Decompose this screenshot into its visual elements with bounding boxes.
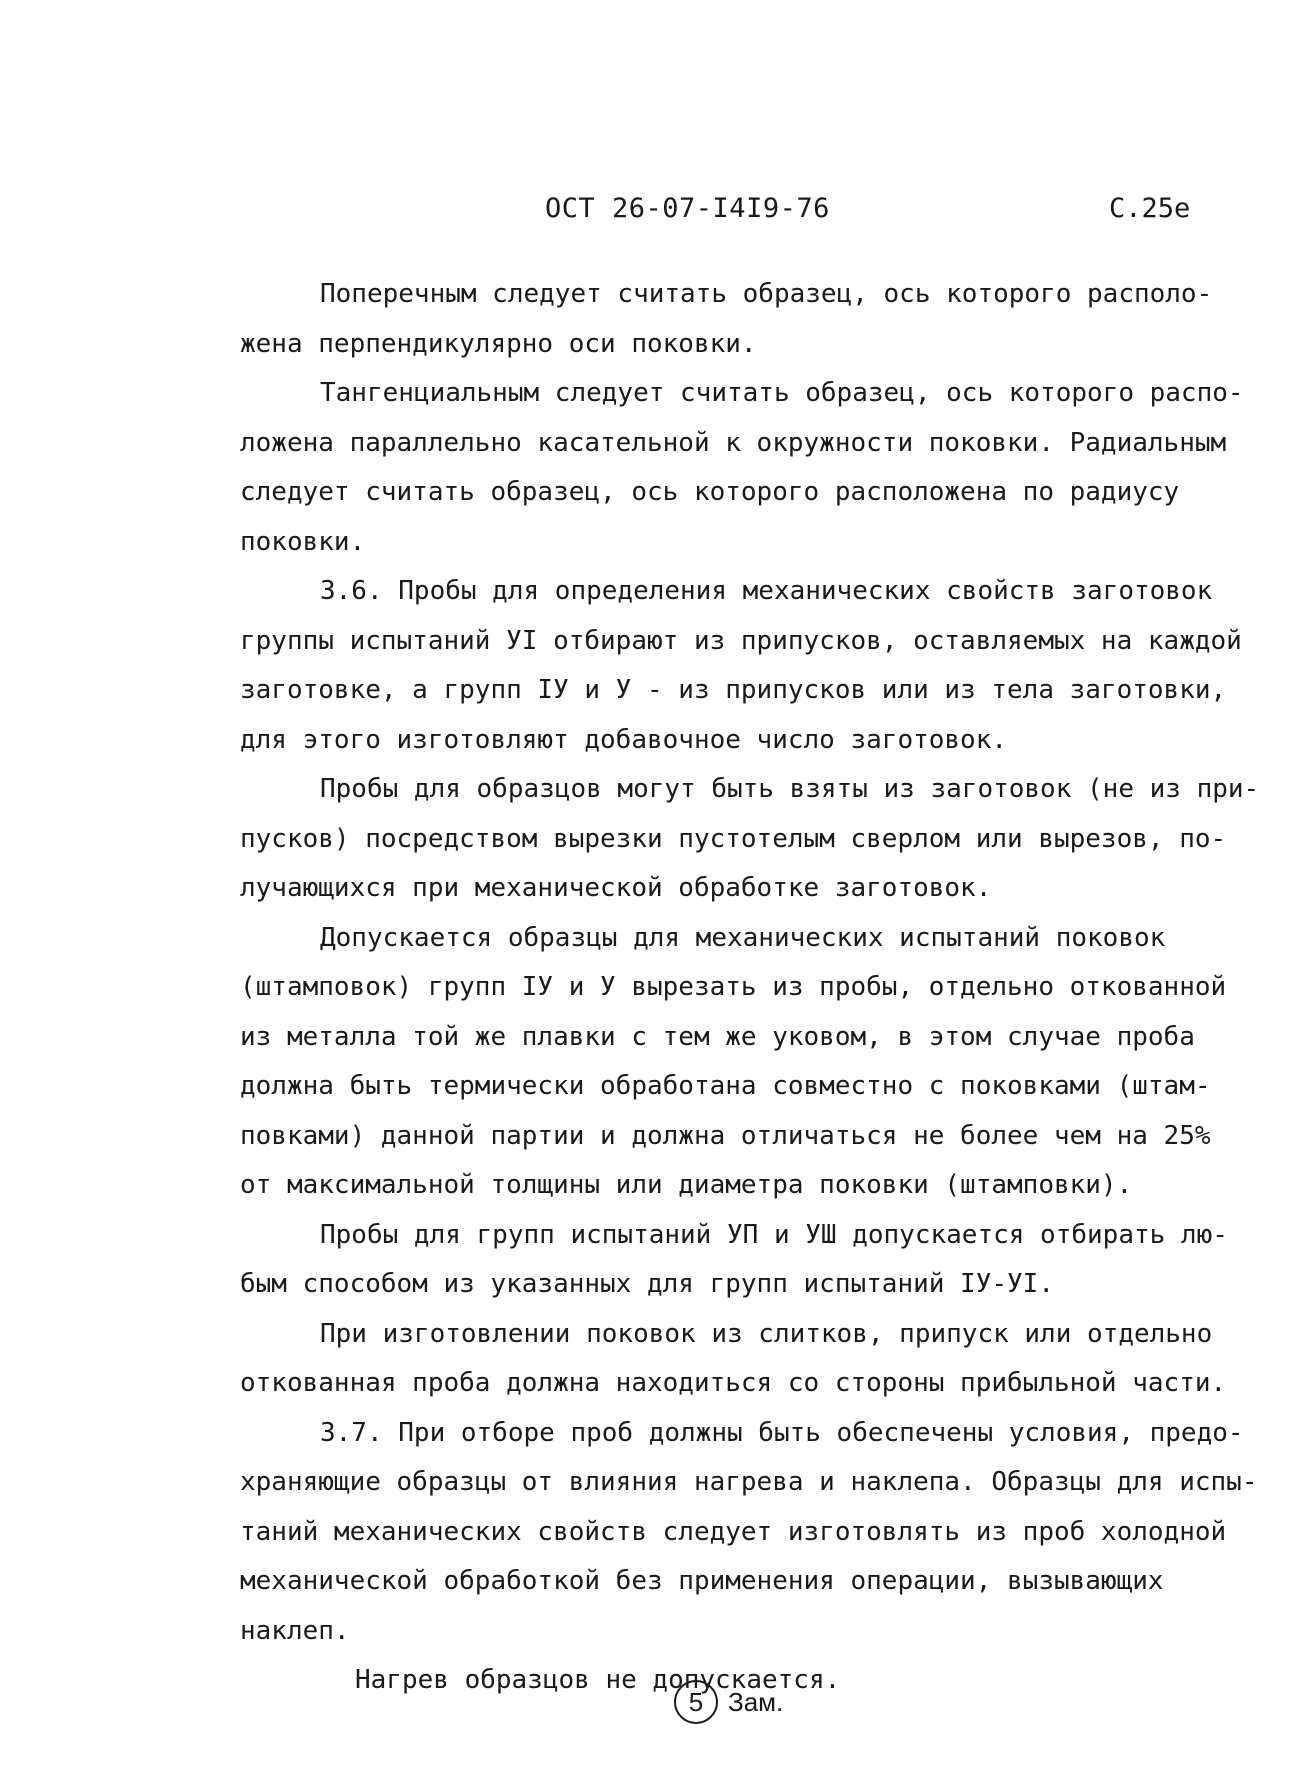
- text-line: группы испытаний УI отбирают из припусков, оставляемых на каждой: [240, 625, 1242, 656]
- change-mark: [674, 1680, 783, 1724]
- page-number: С.25е: [1109, 193, 1191, 224]
- text-line: Тангенциальным следует считать образец, ось которого распо-: [320, 378, 1244, 408]
- text-line: механической обработкой без применения операции, вызывающих: [240, 1566, 1164, 1596]
- change-number-circle: 5: [674, 1680, 718, 1724]
- text-line: наклеп.: [240, 1615, 350, 1646]
- text-line: 3.7. При отборе проб должны быть обеспечены условия, предо-: [320, 1417, 1244, 1448]
- text-line: следует считать образец, ось которого расположена по радиусу: [240, 477, 1180, 507]
- text-line: При изготовлении поковок из слитков, припуск или отдельно: [320, 1318, 1213, 1349]
- text-line: Пробы для образцов могут быть взяты из заготовок (не из при-: [320, 774, 1260, 804]
- text-line: повками) данной партии и должна отличаться не более чем на 25%: [240, 1120, 1211, 1151]
- body-text: [240, 270, 1260, 1706]
- text-line: для этого изготовляют добавочное число заготовок.: [240, 724, 1008, 755]
- document-code: ОСТ 26-07-I4I9-76: [545, 193, 830, 224]
- text-line: поковки.: [240, 526, 366, 557]
- text-line: храняющие образцы от влияния нагрева и наклепа. Образцы для испы-: [240, 1467, 1258, 1497]
- text-line: заготовке, а групп IУ и У - из припусков или из тела заготовки,: [240, 675, 1227, 705]
- text-line: жена перпендикулярно оси поковки.: [240, 328, 757, 359]
- text-line: бым способом из указанных для групп испытаний IУ-УI.: [240, 1269, 1054, 1299]
- text-line: лучающихся при механической обработке заготовок.: [240, 873, 992, 903]
- text-line: 3.6. Пробы для определения механических свойств заготовок: [320, 576, 1213, 606]
- text-line: из металла той же плавки с тем же уковом, в этом случае проба: [240, 1021, 1195, 1052]
- text-line: Поперечным следует считать образец, ось которого располо-: [320, 279, 1213, 309]
- text-line: Пробы для групп испытаний УП и УШ допускается отбирать лю-: [320, 1219, 1228, 1250]
- text-line: пусков) посредством вырезки пустотелым сверлом или вырезов, по-: [240, 823, 1227, 854]
- text-line: Допускается образцы для механических испытаний поковок: [320, 922, 1166, 953]
- text-line: Нагрев образцов не допускается.: [355, 1665, 841, 1695]
- text-line: от максимальной толщины или диаметра поковки (штамповки).: [240, 1170, 1133, 1200]
- text-line: (штамповок) групп IУ и У вырезать из пробы, отдельно откованной: [240, 972, 1227, 1002]
- text-line: откованная проба должна находиться со стороны прибыльной части.: [240, 1368, 1227, 1398]
- text-line: должна быть термически обработана совместно с поковками (штам-: [240, 1071, 1211, 1101]
- text-line: таний механических свойств следует изготовлять из проб холодной: [240, 1516, 1227, 1547]
- text-line: ложена параллельно касательной к окружности поковки. Радиальным: [240, 427, 1227, 458]
- change-label: Зам.: [728, 1686, 784, 1717]
